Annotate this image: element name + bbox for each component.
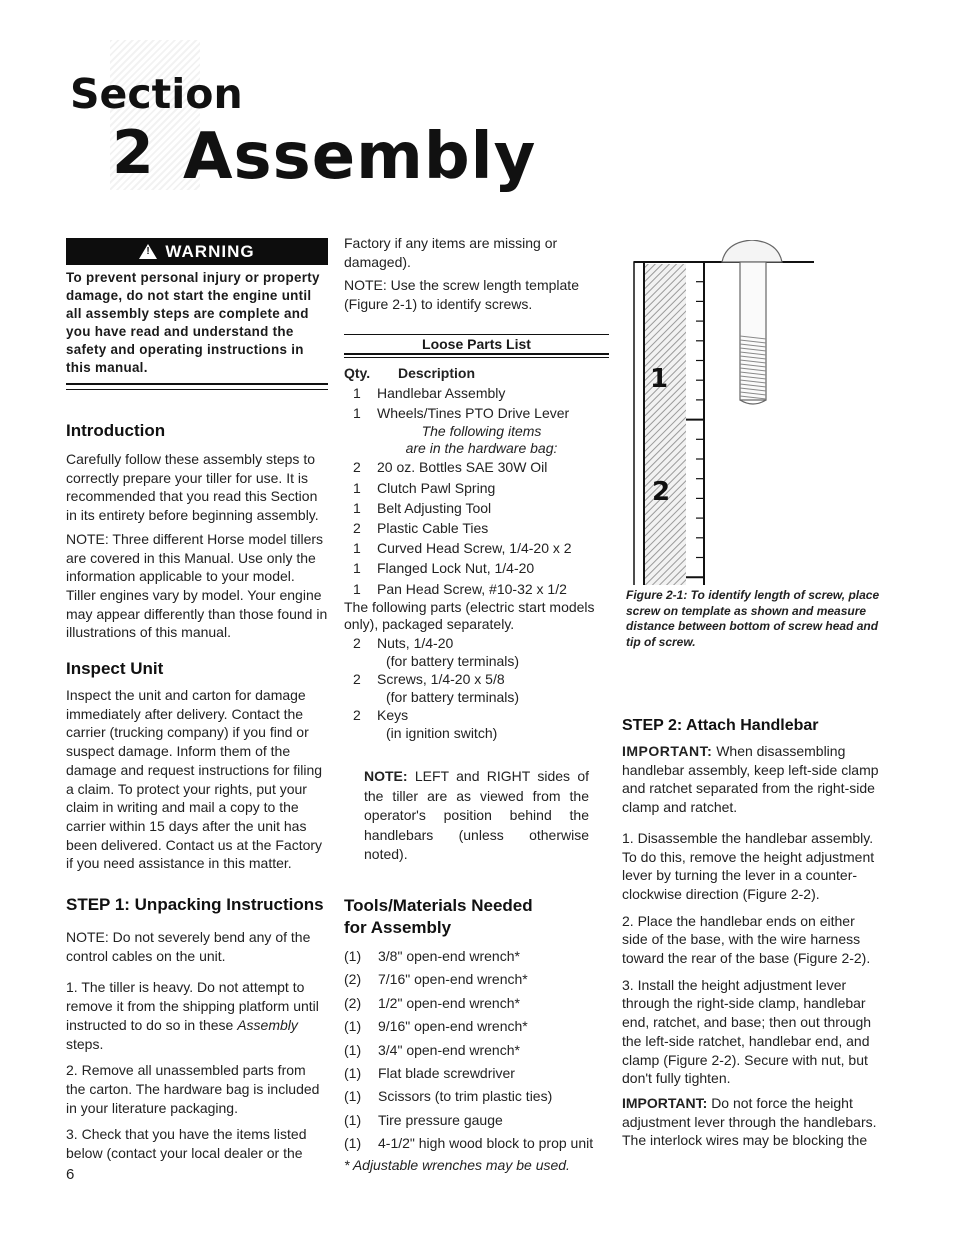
tools-list — [344, 945, 609, 1156]
section-label: Section — [70, 70, 243, 118]
part-qty: 1 — [353, 499, 361, 516]
step1-item-2-text: Remove all unassembled parts from the carton. The hardware bag is included in your literature packaging. — [66, 1062, 320, 1116]
part-qty: 2 — [353, 459, 361, 476]
part-description: Screws, 1/4-20 x 5/8 — [377, 671, 505, 688]
step1-item-1-text: The tiller is heavy. Do not attempt to remove it from the shipping platform until instructed to do so in these — [66, 979, 319, 1033]
sides-note-text: LEFT and RIGHT sides of the tiller are as viewed from the operator's position behind the handlebars (unless otherwise noted). — [364, 768, 589, 863]
step2-item-3-text: Install the height adjustment lever through the right-side clamp, handlebar end, ratchet, and base; then out through the left-side ratchet, handlebar end, and clamp (Figure 2-2). Secure with nut, but don't fully tighten. — [622, 976, 872, 1087]
tool-count: (1) — [344, 1064, 362, 1081]
parts-list-item — [344, 478, 609, 498]
step2-item-3 — [622, 976, 884, 1088]
tool-item — [344, 1015, 609, 1038]
step2-item-1-number: 1. — [622, 829, 634, 846]
hardware-bag-note-2: are in the hardware bag: — [405, 440, 558, 457]
part-description: Handlebar Assembly — [377, 385, 506, 402]
warning-text: To prevent personal injury or property damage, do not start the engine until all assembly steps are complete and you have read and understand the safety and operating instructions in this manual. — [66, 270, 320, 375]
part-qty: 2 — [353, 707, 361, 724]
divider — [66, 383, 328, 390]
tool-item — [344, 945, 609, 968]
page-number: 6 — [66, 1166, 75, 1183]
part-description: Nuts, 1/4-20 — [377, 634, 454, 651]
ruler-shaded-area — [644, 264, 686, 585]
tool-count: (1) — [344, 1088, 362, 1105]
tools-footnote: * Adjustable wrenches may be used. — [344, 1156, 570, 1173]
step1-item-2 — [66, 1061, 328, 1117]
parts-list-title: Loose Parts List — [422, 335, 531, 352]
tool-count: (2) — [344, 971, 362, 988]
step2-item-1 — [622, 829, 884, 904]
parts-list-item — [344, 669, 609, 689]
description-header: Description — [398, 364, 476, 381]
tool-count: (1) — [344, 947, 362, 964]
part-description: Wheels/Tines PTO Drive Lever — [377, 405, 570, 422]
parts-list-item — [344, 498, 609, 518]
label-1-inch: 1 — [650, 364, 669, 394]
parts-list-item — [344, 538, 609, 558]
tool-count: (1) — [344, 1111, 362, 1128]
part-description: Flanged Lock Nut, 1/4-20 — [377, 560, 535, 577]
tool-name: Tire pressure gauge — [378, 1111, 503, 1128]
screw-shank — [740, 262, 766, 400]
part-description: Plastic Cable Ties — [377, 520, 489, 537]
column-right — [622, 240, 884, 1150]
step2-item-2-text: Place the handlebar ends on either side of the base, with the wire harness toward the rear of the base (Figure 2-2). — [622, 912, 871, 967]
warning-banner — [66, 238, 328, 265]
step2-important-label: IMPORTANT: — [622, 743, 713, 759]
tool-item — [344, 1132, 609, 1155]
part-subnote: (in ignition switch) — [386, 725, 498, 742]
part-qty: 2 — [353, 634, 361, 651]
electric-start-note: The following parts (electric start models only), packaged separately. — [344, 598, 595, 632]
step1-item-3 — [66, 1125, 328, 1162]
qty-header: Qty. — [344, 364, 371, 381]
label-2-inch: 2 — [652, 477, 671, 507]
parts-list-item — [344, 558, 609, 578]
part-qty: 2 — [353, 671, 361, 688]
inspect-heading: Inspect Unit — [66, 659, 164, 679]
part-qty: 1 — [353, 540, 361, 557]
step1-continued: Factory if any items are missing or damaged). — [344, 235, 558, 270]
tool-count: (1) — [344, 1135, 362, 1152]
parts-header-row — [344, 363, 609, 383]
tool-name: 4-1/2" high wood block to prop unit — [378, 1135, 594, 1152]
tool-name: 9/16" open-end wrench* — [378, 1018, 528, 1035]
parts-group-c — [344, 633, 609, 742]
step2-important-2-label: IMPORTANT: — [622, 1094, 708, 1111]
introduction-note: NOTE: Three different Horse model tillers are covered in this Manual. Use only the information applicable to your model. Tiller engines vary by model. Your engine may appear differently than those found in illustrations of this manual. — [66, 530, 328, 641]
step2-important — [622, 742, 884, 817]
step2-important-2-text: Do not force the height adjustment lever through the handlebars. The interlock wires may be blocking the — [622, 1094, 877, 1149]
screw-template-note: NOTE: Use the screw length template (Figure 2-1) to identify screws. — [344, 277, 579, 313]
step1-item-3-number: 3. — [66, 1126, 78, 1143]
parts-list-item — [344, 518, 609, 538]
step2-heading: STEP 2: Attach Handlebar — [622, 717, 819, 734]
tool-item — [344, 992, 609, 1015]
part-description: Belt Adjusting Tool — [377, 499, 492, 516]
parts-list — [344, 363, 609, 742]
tools-heading-line-1: Tools/Materials Needed — [344, 895, 533, 915]
part-description: Pan Head Screw, #10-32 x 1/2 — [377, 580, 567, 597]
parts-list-item — [344, 383, 609, 403]
step1-item-1-number: 1. — [66, 979, 78, 996]
part-description: Curved Head Screw, 1/4-20 x 2 — [377, 540, 572, 557]
step1-note: NOTE: Do not severely bend any of the control cables on the unit. — [66, 929, 311, 964]
tool-count: (1) — [344, 1041, 362, 1058]
step1-item-1-end: steps. — [66, 1035, 104, 1052]
step2-item-2 — [622, 912, 884, 968]
step1-item-3-text: Check that you have the items listed below (contact your local dealer or the — [66, 1126, 307, 1162]
part-qty: 1 — [353, 560, 361, 577]
warning-label: WARNING — [165, 241, 255, 261]
figure-caption: Figure 2-1: To identify length of screw, place screw on template as shown and measure distance between bottom of screw head and tip of screw. — [626, 588, 880, 649]
part-qty: 1 — [353, 479, 361, 496]
sides-note-label: NOTE: — [364, 768, 408, 785]
tool-name: 7/16" open-end wrench* — [378, 971, 528, 988]
warning-triangle-icon — [139, 244, 157, 259]
tool-name: 3/4" open-end wrench* — [378, 1041, 520, 1058]
part-qty: 1 — [353, 580, 361, 597]
tool-name: Scissors (to trim plastic ties) — [378, 1088, 553, 1105]
step2-item-1-text: Disassemble the handlebar assembly. To do this, remove the height adjustment lever by turning the lever in a counter-clockwise direction (Figure 2-2). — [622, 829, 875, 902]
inspect-paragraph: Inspect the unit and carton for damage immediately after delivery. Contact the carrier (trucking company) if you find or suspect damage. Inform them of the damage and request instructions for filing a claim. To protect your rights, put your claim in writing and mail a copy to the carrier within 15 days after the unit has been delivered. Contact us at the Factory if you need assistance in this matter. — [66, 687, 323, 872]
page-title: Assembly — [183, 120, 537, 194]
tool-name: Flat blade screwdriver — [378, 1064, 515, 1081]
sides-note — [364, 767, 589, 865]
tool-item — [344, 968, 609, 991]
step2-important-text: When disassembling handlebar assembly, keep left-side clamp and ratchet separated from the right-side clamp and ratchet. — [622, 743, 879, 816]
tool-item — [344, 1109, 609, 1132]
step1-item-1 — [66, 978, 328, 1053]
screw-template-figure — [622, 240, 884, 585]
part-qty: 1 — [353, 405, 361, 422]
part-description: Clutch Pawl Spring — [377, 479, 496, 496]
parts-list-item — [344, 457, 609, 477]
parts-list-item — [344, 403, 609, 423]
part-description: 20 oz. Bottles SAE 30W Oil — [377, 459, 548, 476]
tools-heading-line-2: for Assembly — [344, 917, 452, 937]
tool-count: (2) — [344, 994, 362, 1011]
step1-item-2-number: 2. — [66, 1062, 78, 1079]
step1-item-1-italic: Assembly — [237, 1016, 298, 1033]
part-qty: 1 — [353, 385, 361, 402]
part-subnote: (for battery terminals) — [386, 653, 520, 670]
step2-important-2 — [622, 1094, 884, 1150]
column-left — [66, 238, 328, 1163]
parts-list-item — [344, 633, 609, 653]
section-number: 2 — [112, 118, 154, 188]
tool-name: 1/2" open-end wrench* — [378, 994, 520, 1011]
step1-heading: STEP 1: Unpacking Instructions — [66, 895, 324, 915]
part-qty: 2 — [353, 520, 361, 537]
screw-head — [722, 240, 782, 262]
parts-group-b — [344, 457, 609, 598]
tool-name: 3/8" open-end wrench* — [378, 947, 520, 964]
parts-list-item — [344, 705, 609, 725]
hardware-bag-note-1: The following items — [421, 423, 542, 440]
tool-item — [344, 1062, 609, 1085]
tool-item — [344, 1085, 609, 1108]
introduction-heading: Introduction — [66, 421, 166, 440]
parts-list-item — [344, 579, 609, 599]
part-description: Keys — [377, 707, 409, 724]
screw-tip — [740, 400, 766, 404]
column-middle — [344, 234, 609, 1174]
tool-item — [344, 1039, 609, 1062]
parts-title-rule — [344, 353, 609, 358]
step2-item-3-number: 3. — [622, 976, 634, 993]
tool-count: (1) — [344, 1018, 362, 1035]
step2-item-2-number: 2. — [622, 912, 634, 929]
part-subnote: (for battery terminals) — [386, 689, 520, 706]
introduction-paragraph: Carefully follow these assembly steps to correctly prepare your tiller for use. It is recommended that you read this Section in its entirety before beginning assembly. — [66, 451, 319, 524]
parts-group-a — [344, 383, 609, 423]
tools-heading — [344, 895, 609, 939]
